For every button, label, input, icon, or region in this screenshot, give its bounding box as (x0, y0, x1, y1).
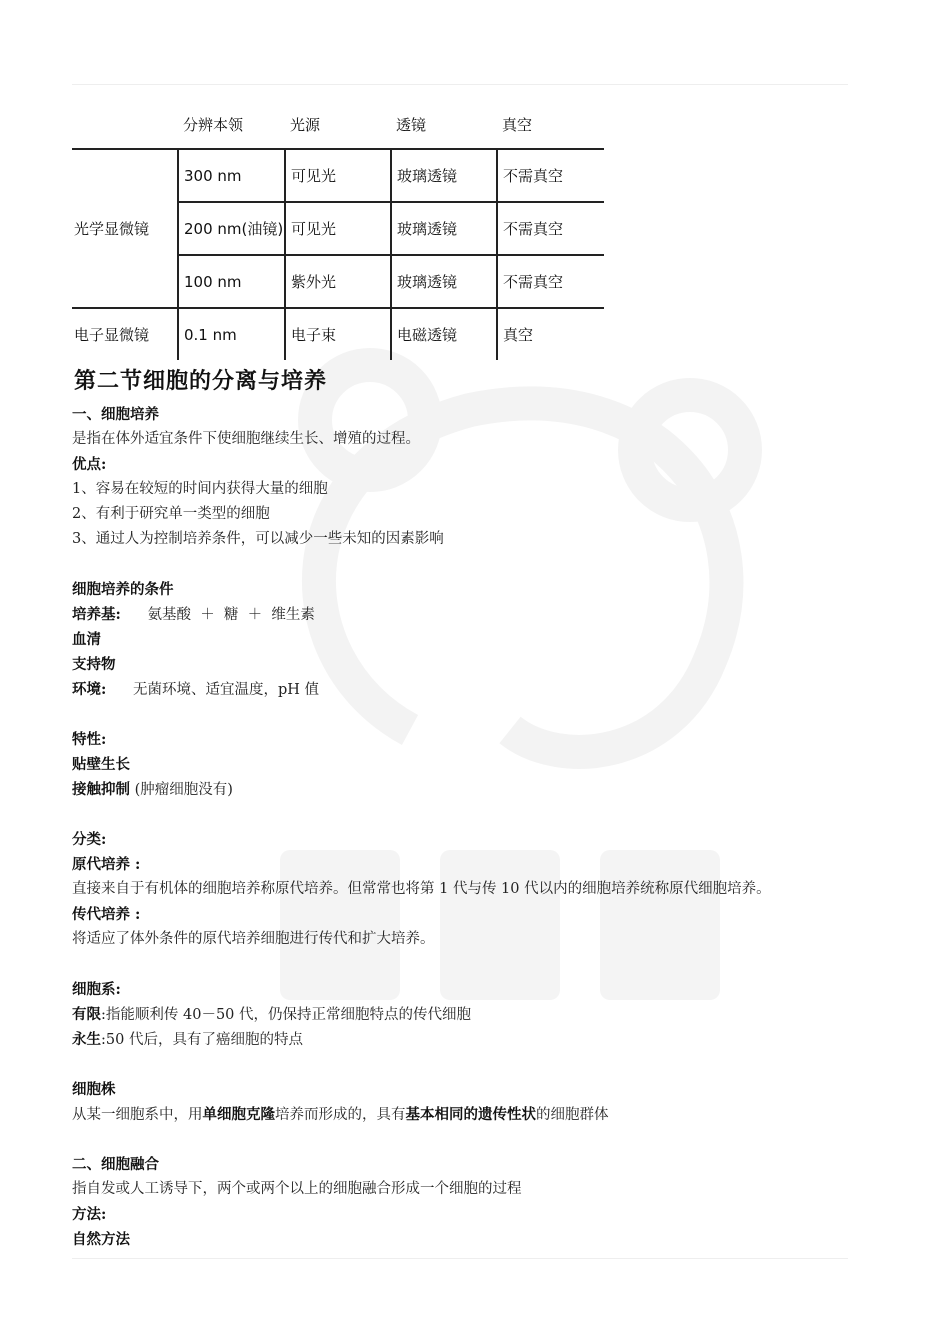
text-run: 的细胞群体 (536, 1107, 609, 1123)
table-cell: 电子束 (285, 308, 391, 360)
table-cell: 玻璃透镜 (391, 255, 497, 308)
property-contact-inhibition: 接触抑制 (72, 781, 130, 798)
classification-label: 分类: (72, 831, 107, 848)
advantages-label: 优点: (72, 456, 107, 473)
header-empty (72, 100, 178, 149)
cell-strain-title: 细胞株 (72, 1081, 116, 1098)
table-cell: 200 nm(油镜) (178, 202, 285, 255)
definition-cell-culture: 是指在体外适宜条件下使细胞继续生长、增殖的过程。 (72, 431, 420, 447)
medium-part: 氨基酸 (147, 607, 191, 623)
immortal-text: :50 代后，具有了癌细胞的特点 (101, 1032, 303, 1048)
list-item: 2、有利于研究单一类型的细胞 (72, 506, 270, 522)
medium-part: 糖 (223, 607, 239, 623)
property-note: (肿瘤细胞没有) (134, 782, 233, 798)
microscope-comparison-table (72, 100, 604, 360)
finite-label: 有限 (72, 1006, 101, 1023)
passage-culture-label: 传代培养 : (72, 906, 141, 923)
environment-label: 环境: (72, 681, 107, 698)
table-cell: 不需真空 (497, 255, 604, 308)
table-cell: 300 nm (178, 149, 285, 202)
table-cell: 玻璃透镜 (391, 149, 497, 202)
table-row (72, 308, 604, 360)
primary-culture-label: 原代培养 : (72, 856, 141, 873)
serum-label: 血清 (72, 631, 101, 648)
method-label: 方法: (72, 1206, 107, 1223)
table-cell: 紫外光 (285, 255, 391, 308)
environment-line (72, 677, 872, 702)
table-cell: 不需真空 (497, 149, 604, 202)
property-adherent-growth: 贴壁生长 (72, 756, 130, 773)
definition-cell-fusion: 指自发或人工诱导下，两个或两个以上的细胞融合形成一个细胞的过程 (72, 1181, 522, 1197)
category-electron-microscope: 电子显微镜 (72, 308, 178, 360)
finite-text: :指能顺利传 40－50 代，仍保持正常细胞特点的传代细胞 (101, 1007, 472, 1023)
header-light-source: 光源 (290, 115, 321, 134)
table-cell: 0.1 nm (178, 308, 285, 360)
text-run: 从某一细胞系中，用 (72, 1107, 203, 1123)
table-cell: 不需真空 (497, 202, 604, 255)
properties-label: 特性: (72, 731, 107, 748)
table-cell: 可见光 (285, 149, 391, 202)
section-title: 第二节细胞的分离与培养 (74, 368, 328, 394)
medium-part: 维生素 (271, 607, 315, 623)
table-cell: 可见光 (285, 202, 391, 255)
medium-label: 培养基: (72, 606, 121, 623)
header-resolution: 分辨本领 (183, 115, 244, 134)
environment-value: 无菌环境、适宜温度，pH 值 (132, 682, 320, 698)
text-run: 培养而形成的，具有 (275, 1107, 406, 1123)
category-optical-microscope: 光学显微镜 (72, 149, 178, 308)
top-rule (72, 84, 848, 85)
medium-part: ＋ (247, 607, 263, 623)
text-run-bold: 基本相同的遗传性状 (405, 1106, 536, 1123)
support-label: 支持物 (72, 656, 116, 673)
list-item: 1、容易在较短的时间内获得大量的细胞 (72, 481, 328, 497)
table-cell: 真空 (497, 308, 604, 360)
header-vacuum: 真空 (502, 115, 533, 134)
header-lens: 透镜 (396, 115, 427, 134)
conditions-title: 细胞培养的条件 (72, 581, 174, 598)
text-run-bold: 单细胞克隆 (202, 1106, 275, 1123)
primary-culture-text: 直接来自于有机体的细胞培养称原代培养。但常常也将第 1 代与传 10 代以内的细胞培养统称原代细胞培养。 (72, 881, 771, 897)
table-cell: 电磁透镜 (391, 308, 497, 360)
document-body (72, 402, 872, 1252)
cell-line-label: 细胞系: (72, 981, 121, 998)
immortal-line (72, 1027, 872, 1052)
bottom-rule (72, 1258, 848, 1259)
natural-method-label: 自然方法 (72, 1231, 130, 1248)
heading-cell-culture: 一、细胞培养 (72, 406, 159, 423)
passage-culture-text: 将适应了体外条件的原代培养细胞进行传代和扩大培养。 (72, 931, 435, 947)
table-cell: 玻璃透镜 (391, 202, 497, 255)
heading-cell-fusion: 二、细胞融合 (72, 1156, 159, 1173)
medium-part: ＋ (200, 607, 215, 623)
property-contact-inhibition-line (72, 777, 872, 802)
table-row (72, 149, 604, 202)
table-cell: 100 nm (178, 255, 285, 308)
finite-line (72, 1002, 872, 1027)
cell-strain-definition (72, 1102, 872, 1127)
immortal-label: 永生 (72, 1031, 101, 1048)
medium-line (72, 602, 872, 627)
list-item: 3、通过人为控制培养条件，可以减少一些未知的因素影响 (72, 531, 444, 547)
